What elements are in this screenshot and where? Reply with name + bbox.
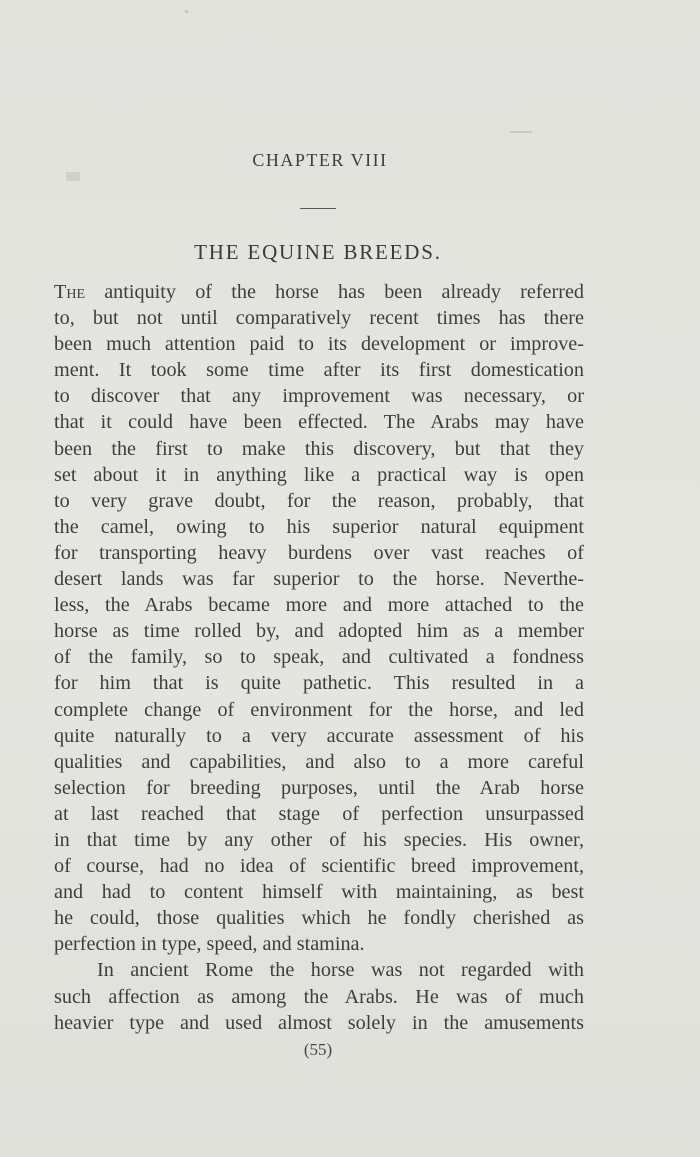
text-line: to very grave doubt, for the reason, probably, that <box>54 489 584 512</box>
text-line: he could, those qualities which he fondly cherished as <box>54 907 584 930</box>
text-line: been much attention paid to its development or improve- <box>54 333 584 356</box>
text-line: In ancient Rome the horse was not regarded with <box>97 959 584 982</box>
text-line: of course, had no idea of scientific breed improvement, <box>54 855 584 878</box>
text-line: and had to content himself with maintaining, as best <box>54 881 584 904</box>
paper-blemish <box>66 172 80 181</box>
page-number: (55) <box>303 1040 333 1059</box>
text-line: to, but not until comparatively recent times has there <box>54 307 584 330</box>
text-line: in that time by any other of his species. His owner, <box>54 828 584 851</box>
text-line <box>54 279 584 305</box>
body-text <box>54 279 584 1036</box>
text-line: of the family, so to speak, and cultivated a fondness <box>54 646 584 669</box>
text-line: horse as time rolled by, and adopted him as a member <box>54 620 584 643</box>
text-line: for transporting heavy burdens over vast reaches of <box>54 541 584 564</box>
text-line: that it could have been effected. The Arabs may have <box>54 411 584 434</box>
text-line: at last reached that stage of perfection unsurpassed <box>54 802 584 825</box>
paper-blemish <box>510 131 532 133</box>
text-line: set about it in anything like a practical way is open <box>54 463 584 486</box>
line-text: antiquity of the horse has been already referred <box>104 281 584 303</box>
text-line: desert lands was far superior to the horse. Neverthe- <box>54 568 584 591</box>
paper-blemish <box>185 10 188 13</box>
text-line: complete change of environment for the horse, and led <box>54 698 584 721</box>
text-line: less, the Arabs became more and more attached to the <box>54 594 584 617</box>
chapter-heading: CHAPTER VIII <box>252 150 388 170</box>
text-line: been the first to make this discovery, but that they <box>54 437 584 460</box>
text-line: selection for breeding purposes, until the Arab horse <box>54 776 584 799</box>
text-line: ment. It took some time after its first domestication <box>54 359 584 382</box>
text-line: for him that is quite pathetic. This resulted in a <box>54 672 584 695</box>
first-word: The <box>54 281 85 303</box>
text-line: such affection as among the Arabs. He was of much <box>54 985 584 1008</box>
heading-rule <box>300 208 336 209</box>
text-line: quite naturally to a very accurate assessment of his <box>54 724 584 747</box>
text-line: the camel, owing to his superior natural equipment <box>54 515 584 538</box>
chapter-title: THE EQUINE BREEDS. <box>194 240 442 264</box>
text-line: qualities and capabilities, and also to a more careful <box>54 750 584 773</box>
text-line: to discover that any improvement was necessary, or <box>54 385 584 408</box>
text-line: heavier type and used almost solely in the amusements <box>54 1011 584 1034</box>
text-line: perfection in type, speed, and stamina. <box>54 933 365 956</box>
